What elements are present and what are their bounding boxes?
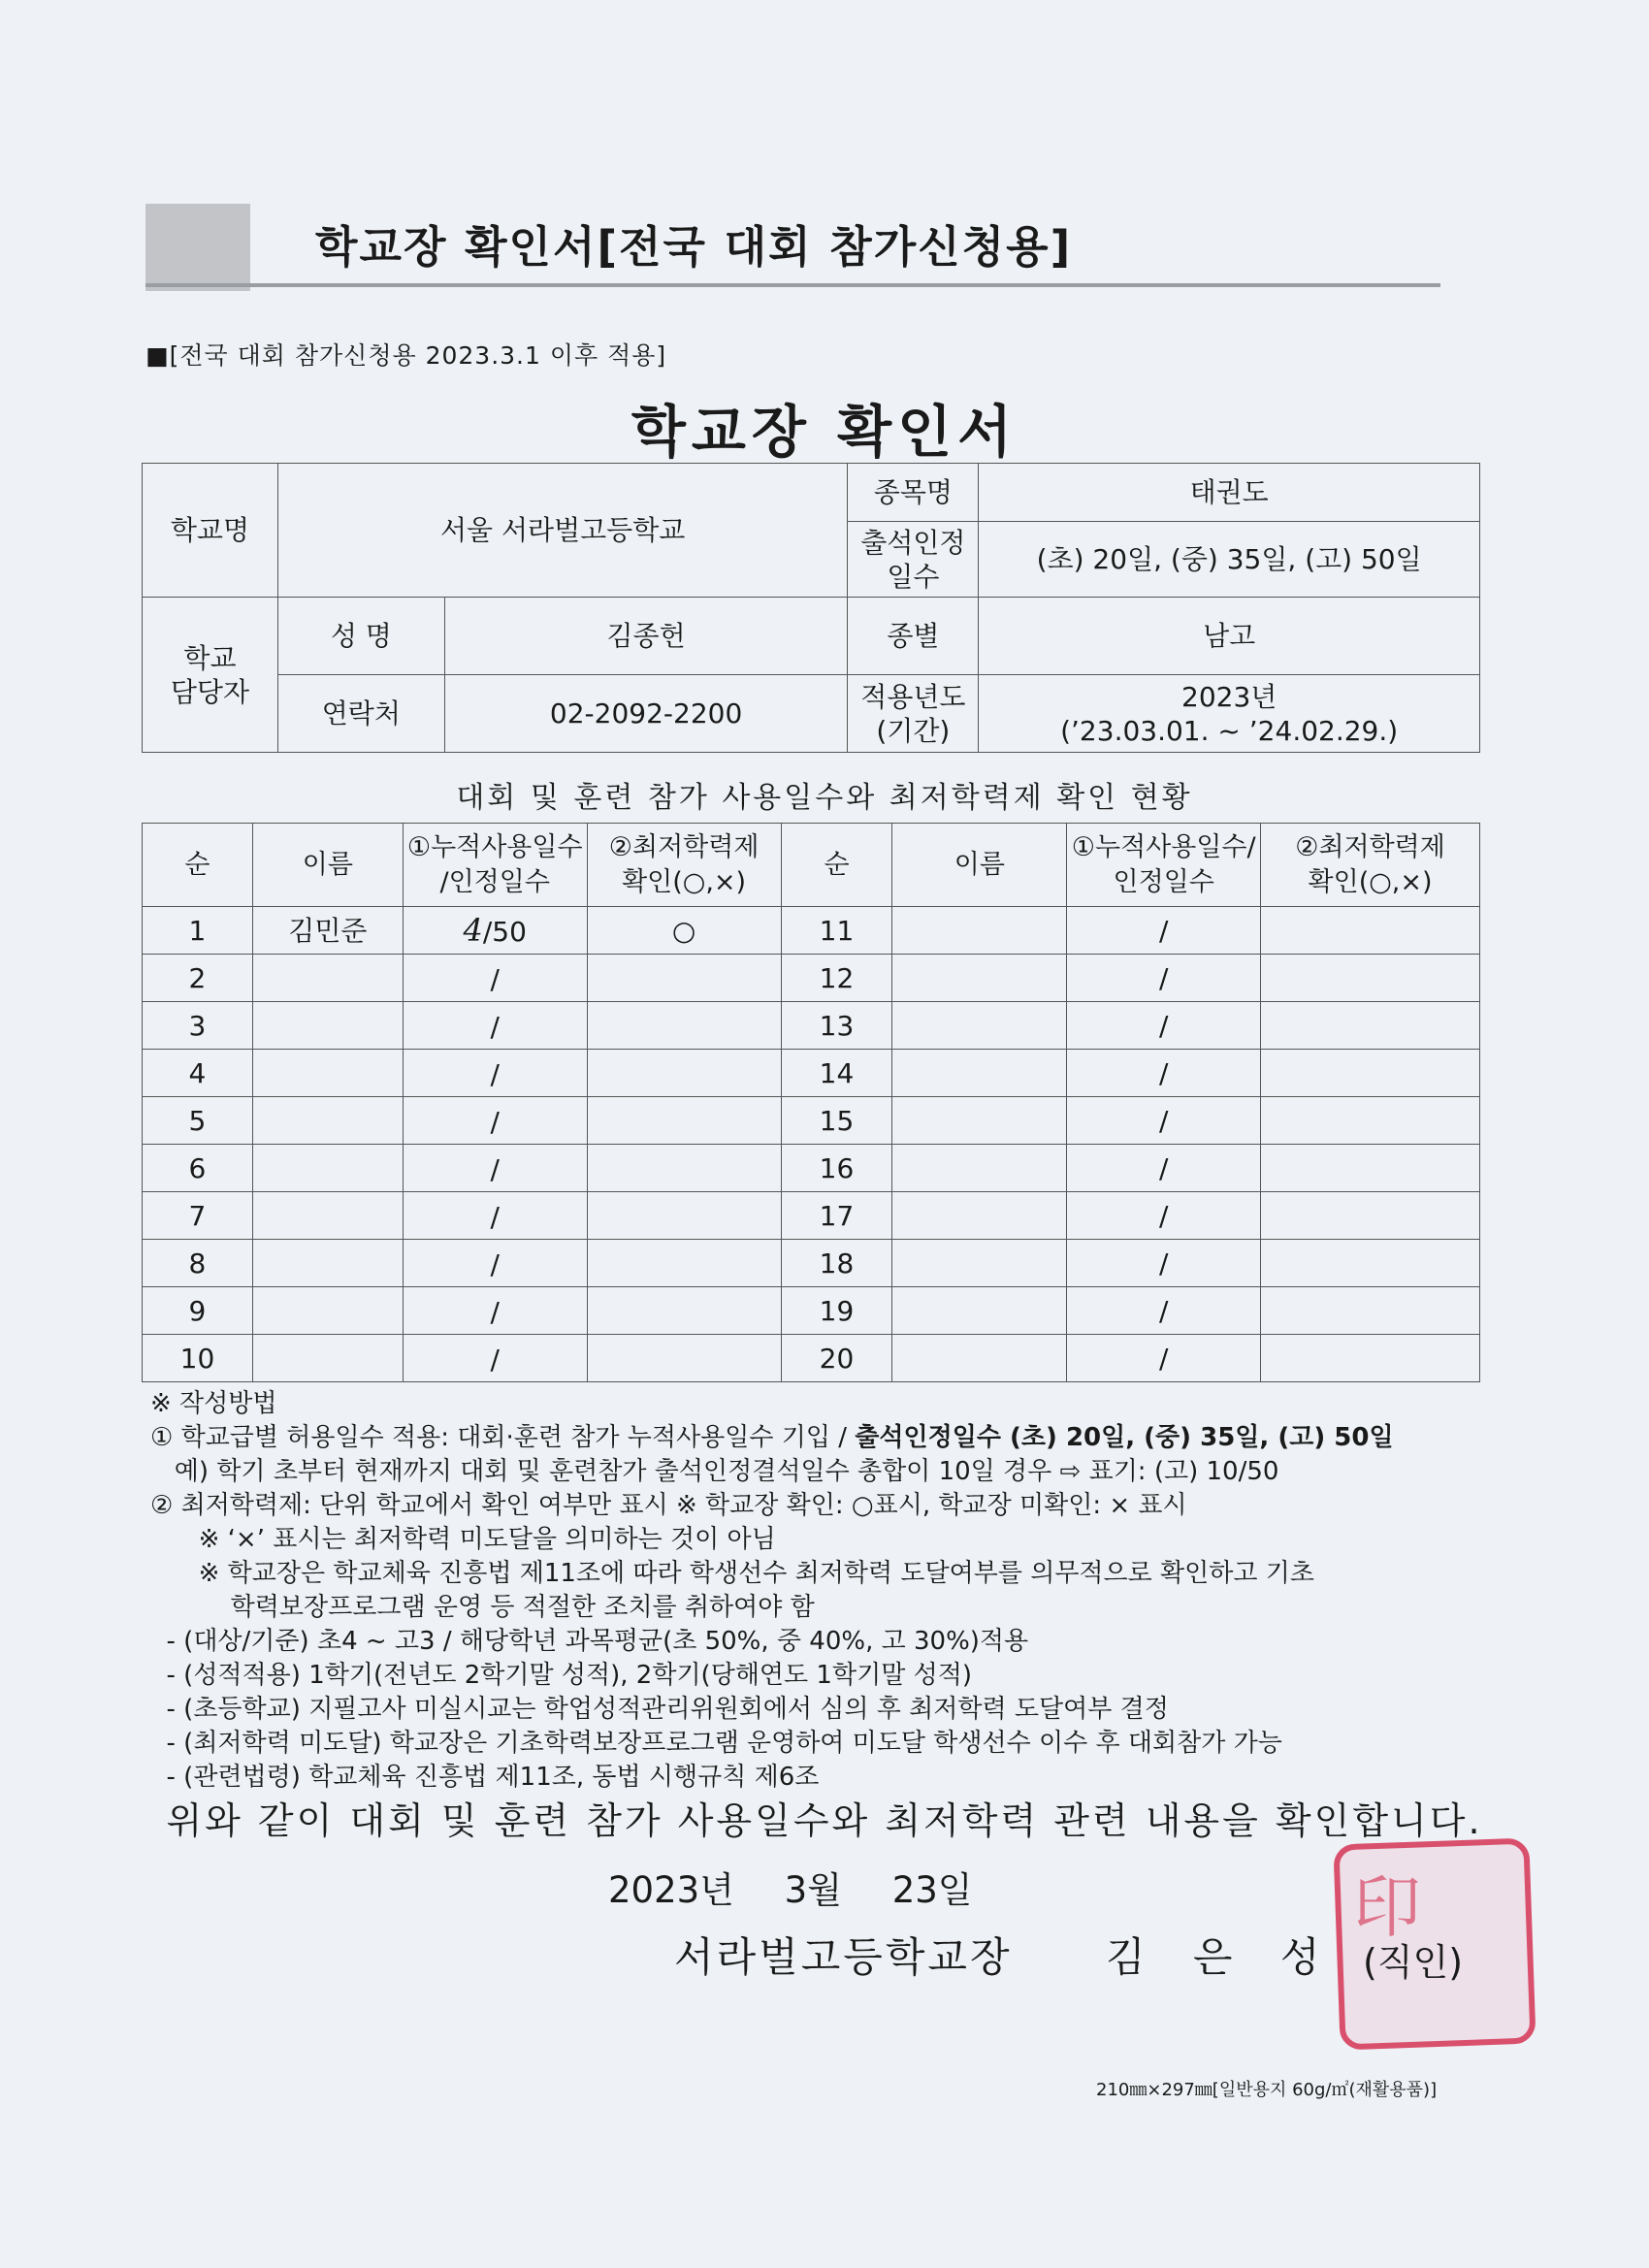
academic-check-right (1261, 1192, 1480, 1240)
contact-value: 02-2092-2200 (444, 675, 848, 753)
allowed-days: / (490, 1248, 500, 1280)
row-number-right: 19 (781, 1287, 892, 1335)
paper-spec-footer: 210㎜×297㎜[일반용지 60g/㎡(재활용품)] (1096, 2080, 1438, 2100)
academic-check-left: ○ (587, 907, 781, 955)
row-number-right: 18 (781, 1240, 892, 1287)
instruction-9: - (최저학력 미도달) 학교장은 기초학력보장프로그램 운영하여 미도달 학생선수 이수 후 대회참가 가능 (150, 1729, 1282, 1758)
table-row (143, 1240, 1480, 1287)
instruction-4: ※ 학교장은 학교체육 진흥법 제11조에 따라 학생선수 최저학력 도달여부를 의무적으로 확인하고 기초 (150, 1559, 1315, 1588)
manager-label: 학교 담당자 (143, 598, 278, 753)
table-row (143, 955, 1480, 1002)
row-number-left: 7 (143, 1192, 253, 1240)
row-number-left: 10 (143, 1335, 253, 1382)
row-number-right: 13 (781, 1002, 892, 1050)
header-academic-right: ②최저학력제 확인(○,×) (1261, 824, 1480, 907)
header-no-left: 순 (143, 824, 253, 907)
student-name-left (252, 955, 403, 1002)
days-cell-right: / (1067, 1240, 1261, 1287)
row-number-left: 4 (143, 1050, 253, 1097)
header-name-left: 이름 (252, 824, 403, 907)
academic-check-right (1261, 955, 1480, 1002)
instruction-1-bold: 출석인정일수 (초) 20일, (중) 35일, (고) 50일 (855, 1423, 1394, 1452)
confirmation-statement: 위와 같이 대회 및 훈련 참가 사용일수와 최저학력 관련 내용을 확인합니다. (166, 1799, 1483, 1842)
instruction-5: 학력보장프로그램 운영 등 적절한 조치를 취하여야 함 (150, 1593, 815, 1622)
row-number-right: 12 (781, 955, 892, 1002)
allowed-days: / (490, 1106, 500, 1138)
row-number-right: 16 (781, 1145, 892, 1192)
header-no-right: 순 (781, 824, 892, 907)
academic-check-right (1261, 1097, 1480, 1145)
student-name-left (252, 1287, 403, 1335)
academic-check-left (587, 1050, 781, 1097)
days-cell-left (403, 1192, 587, 1240)
row-number-left: 1 (143, 907, 253, 955)
student-name-left (252, 1097, 403, 1145)
year-cell (979, 675, 1480, 753)
principal-name: 김 은 성 (1106, 1933, 1338, 1981)
roster-table (142, 823, 1480, 1382)
row-number-left: 8 (143, 1240, 253, 1287)
instruction-1-text: ① 학교급별 허용일수 적용: 대회·훈련 참가 누적사용일수 기입 / (150, 1423, 856, 1452)
student-name-left (252, 1240, 403, 1287)
instruction-10: - (관련법령) 학교체육 진흥법 제11조, 동법 시행규칙 제6조 (150, 1763, 820, 1792)
academic-check-right (1261, 1050, 1480, 1097)
table-row (143, 1002, 1480, 1050)
academic-check-right (1261, 1240, 1480, 1287)
roster-subheading: 대회 및 훈련 참가 사용일수와 최저학력제 확인 현황 (456, 781, 1193, 815)
event-value: 태권도 (979, 464, 1480, 522)
student-name-right (892, 1335, 1067, 1382)
allowed-days: / (490, 1011, 500, 1043)
instructions-heading: ※ 작성방법 (150, 1389, 277, 1418)
attendance-value: (초) 20일, (중) 35일, (고) 50일 (979, 522, 1480, 598)
academic-check-right (1261, 907, 1480, 955)
instruction-3: ※ ‘×’ 표시는 최저학력 미도달을 의미하는 것이 아님 (150, 1525, 776, 1554)
table-row (143, 1050, 1480, 1097)
days-cell-right: / (1067, 1097, 1261, 1145)
student-name-right (892, 1192, 1067, 1240)
instruction-2: ② 최저학력제: 단위 학교에서 확인 여부만 표시 ※ 학교장 확인: ○표시, 학교장 미확인: × 표시 (150, 1491, 1187, 1520)
days-cell-right: / (1067, 1145, 1261, 1192)
allowed-days: / (490, 1296, 500, 1328)
academic-check-left (587, 1097, 781, 1145)
academic-check-right (1261, 1287, 1480, 1335)
table-row (143, 1097, 1480, 1145)
header-academic-left: ②최저학력제 확인(○,×) (587, 824, 781, 907)
student-name-right (892, 1240, 1067, 1287)
header-days-right: ①누적사용일수/ 인정일수 (1067, 824, 1261, 907)
days-cell-right: / (1067, 1050, 1261, 1097)
school-name: 서울 서라벌고등학교 (277, 464, 848, 598)
days-cell-right: / (1067, 955, 1261, 1002)
table-row (143, 907, 1480, 955)
school-label: 학교명 (143, 464, 278, 598)
student-name-left (252, 1192, 403, 1240)
row-number-left: 5 (143, 1097, 253, 1145)
allowed-days: / (490, 1344, 500, 1376)
table-row (143, 1335, 1480, 1382)
instruction-6: - (대상/기준) 초4 ~ 고3 / 해당학년 과목평균(초 50%, 중 40%, 고 30%)적용 (150, 1627, 1029, 1656)
allowed-days: /50 (482, 916, 527, 948)
row-number-right: 14 (781, 1050, 892, 1097)
academic-check-left (587, 1002, 781, 1050)
academic-check-right (1261, 1002, 1480, 1050)
days-cell-right: / (1067, 907, 1261, 955)
school-info-table (142, 463, 1480, 753)
days-cell-right: / (1067, 1002, 1261, 1050)
academic-check-left (587, 1335, 781, 1382)
student-name-left: 김민준 (252, 907, 403, 955)
row-number-left: 9 (143, 1287, 253, 1335)
allowed-days: / (490, 1201, 500, 1233)
type-label: 종별 (848, 598, 979, 675)
period-value: (’23.03.01. ~ ’24.02.29.) (1060, 714, 1399, 747)
table-row (143, 1192, 1480, 1240)
year-label: 적용년도 (기간) (848, 675, 979, 753)
type-value: 남고 (979, 598, 1480, 675)
academic-check-right (1261, 1145, 1480, 1192)
instruction-8: - (초등학교) 지필고사 미실시교는 학업성적관리위원회에서 심의 후 최저학력 도달여부 결정 (150, 1695, 1169, 1724)
manager-name: 김종헌 (444, 598, 848, 675)
table-row (143, 1145, 1480, 1192)
row-number-right: 17 (781, 1192, 892, 1240)
banner-divider (146, 283, 1440, 287)
student-name-left (252, 1002, 403, 1050)
academic-check-right (1261, 1335, 1480, 1382)
document-title: 학교장 확인서 (630, 399, 1018, 465)
days-cell-left (403, 1287, 587, 1335)
days-cell-left (403, 1002, 587, 1050)
banner-shade (146, 204, 250, 291)
days-cell-left (403, 1145, 587, 1192)
table-row (143, 1287, 1480, 1335)
days-cell-left (403, 955, 587, 1002)
allowed-days: / (490, 1153, 500, 1185)
allowed-days: / (490, 1058, 500, 1090)
days-cell-right: / (1067, 1335, 1261, 1382)
academic-check-left (587, 1240, 781, 1287)
row-number-right: 15 (781, 1097, 892, 1145)
days-cell-left (403, 1097, 587, 1145)
header-days-left: ①누적사용일수 /인정일수 (403, 824, 587, 907)
event-label: 종목명 (848, 464, 979, 522)
student-name-right (892, 907, 1067, 955)
student-name-right (892, 1287, 1067, 1335)
academic-check-left (587, 1192, 781, 1240)
instructions (150, 1387, 1489, 1795)
days-cell-left (403, 1050, 587, 1097)
student-name-left (252, 1050, 403, 1097)
row-number-left: 2 (143, 955, 253, 1002)
days-cell-right: / (1067, 1287, 1261, 1335)
student-name-right (892, 1050, 1067, 1097)
attendance-label: 출석인정 일수 (848, 522, 979, 598)
contact-label: 연락처 (277, 675, 444, 753)
row-number-left: 3 (143, 1002, 253, 1050)
principal-title: 서라벌고등학교장 (674, 1933, 1013, 1981)
academic-check-left (587, 955, 781, 1002)
seal-stamp-glyph: 印 (1353, 1867, 1417, 1947)
banner-title: 학교장 확인서[전국 대회 참가신청용] (315, 221, 1073, 273)
seal-label: (직인) (1363, 1941, 1464, 1984)
year-value: 2023년 (1181, 680, 1277, 713)
student-name-left (252, 1145, 403, 1192)
days-cell-left (403, 1335, 587, 1382)
student-name-right (892, 1002, 1067, 1050)
handwritten-used-days: 4 (463, 912, 483, 949)
row-number-left: 6 (143, 1145, 253, 1192)
name-label: 성 명 (277, 598, 444, 675)
applicability-notice: ■[전국 대회 참가신청용 2023.3.1 이후 적용] (146, 341, 667, 370)
days-cell-left (403, 907, 587, 955)
days-cell-right: / (1067, 1192, 1261, 1240)
instruction-1-example: 예) 학기 초부터 현재까지 대회 및 훈련참가 출석인정결석일수 총합이 10일 경우 ⇨ 표기: (고) 10/50 (150, 1457, 1279, 1486)
student-name-right (892, 955, 1067, 1002)
academic-check-left (587, 1287, 781, 1335)
student-name-right (892, 1097, 1067, 1145)
signing-date: 2023년 3월 23일 (608, 1869, 973, 1911)
allowed-days: / (490, 963, 500, 995)
instruction-7: - (성적적용) 1학기(전년도 2학기말 성적), 2학기(당해연도 1학기말 성적) (150, 1661, 972, 1690)
header-name-right: 이름 (892, 824, 1067, 907)
academic-check-left (587, 1145, 781, 1192)
student-name-right (892, 1145, 1067, 1192)
instruction-1 (150, 1421, 1489, 1455)
days-cell-left (403, 1240, 587, 1287)
row-number-right: 20 (781, 1335, 892, 1382)
student-name-left (252, 1335, 403, 1382)
row-number-right: 11 (781, 907, 892, 955)
